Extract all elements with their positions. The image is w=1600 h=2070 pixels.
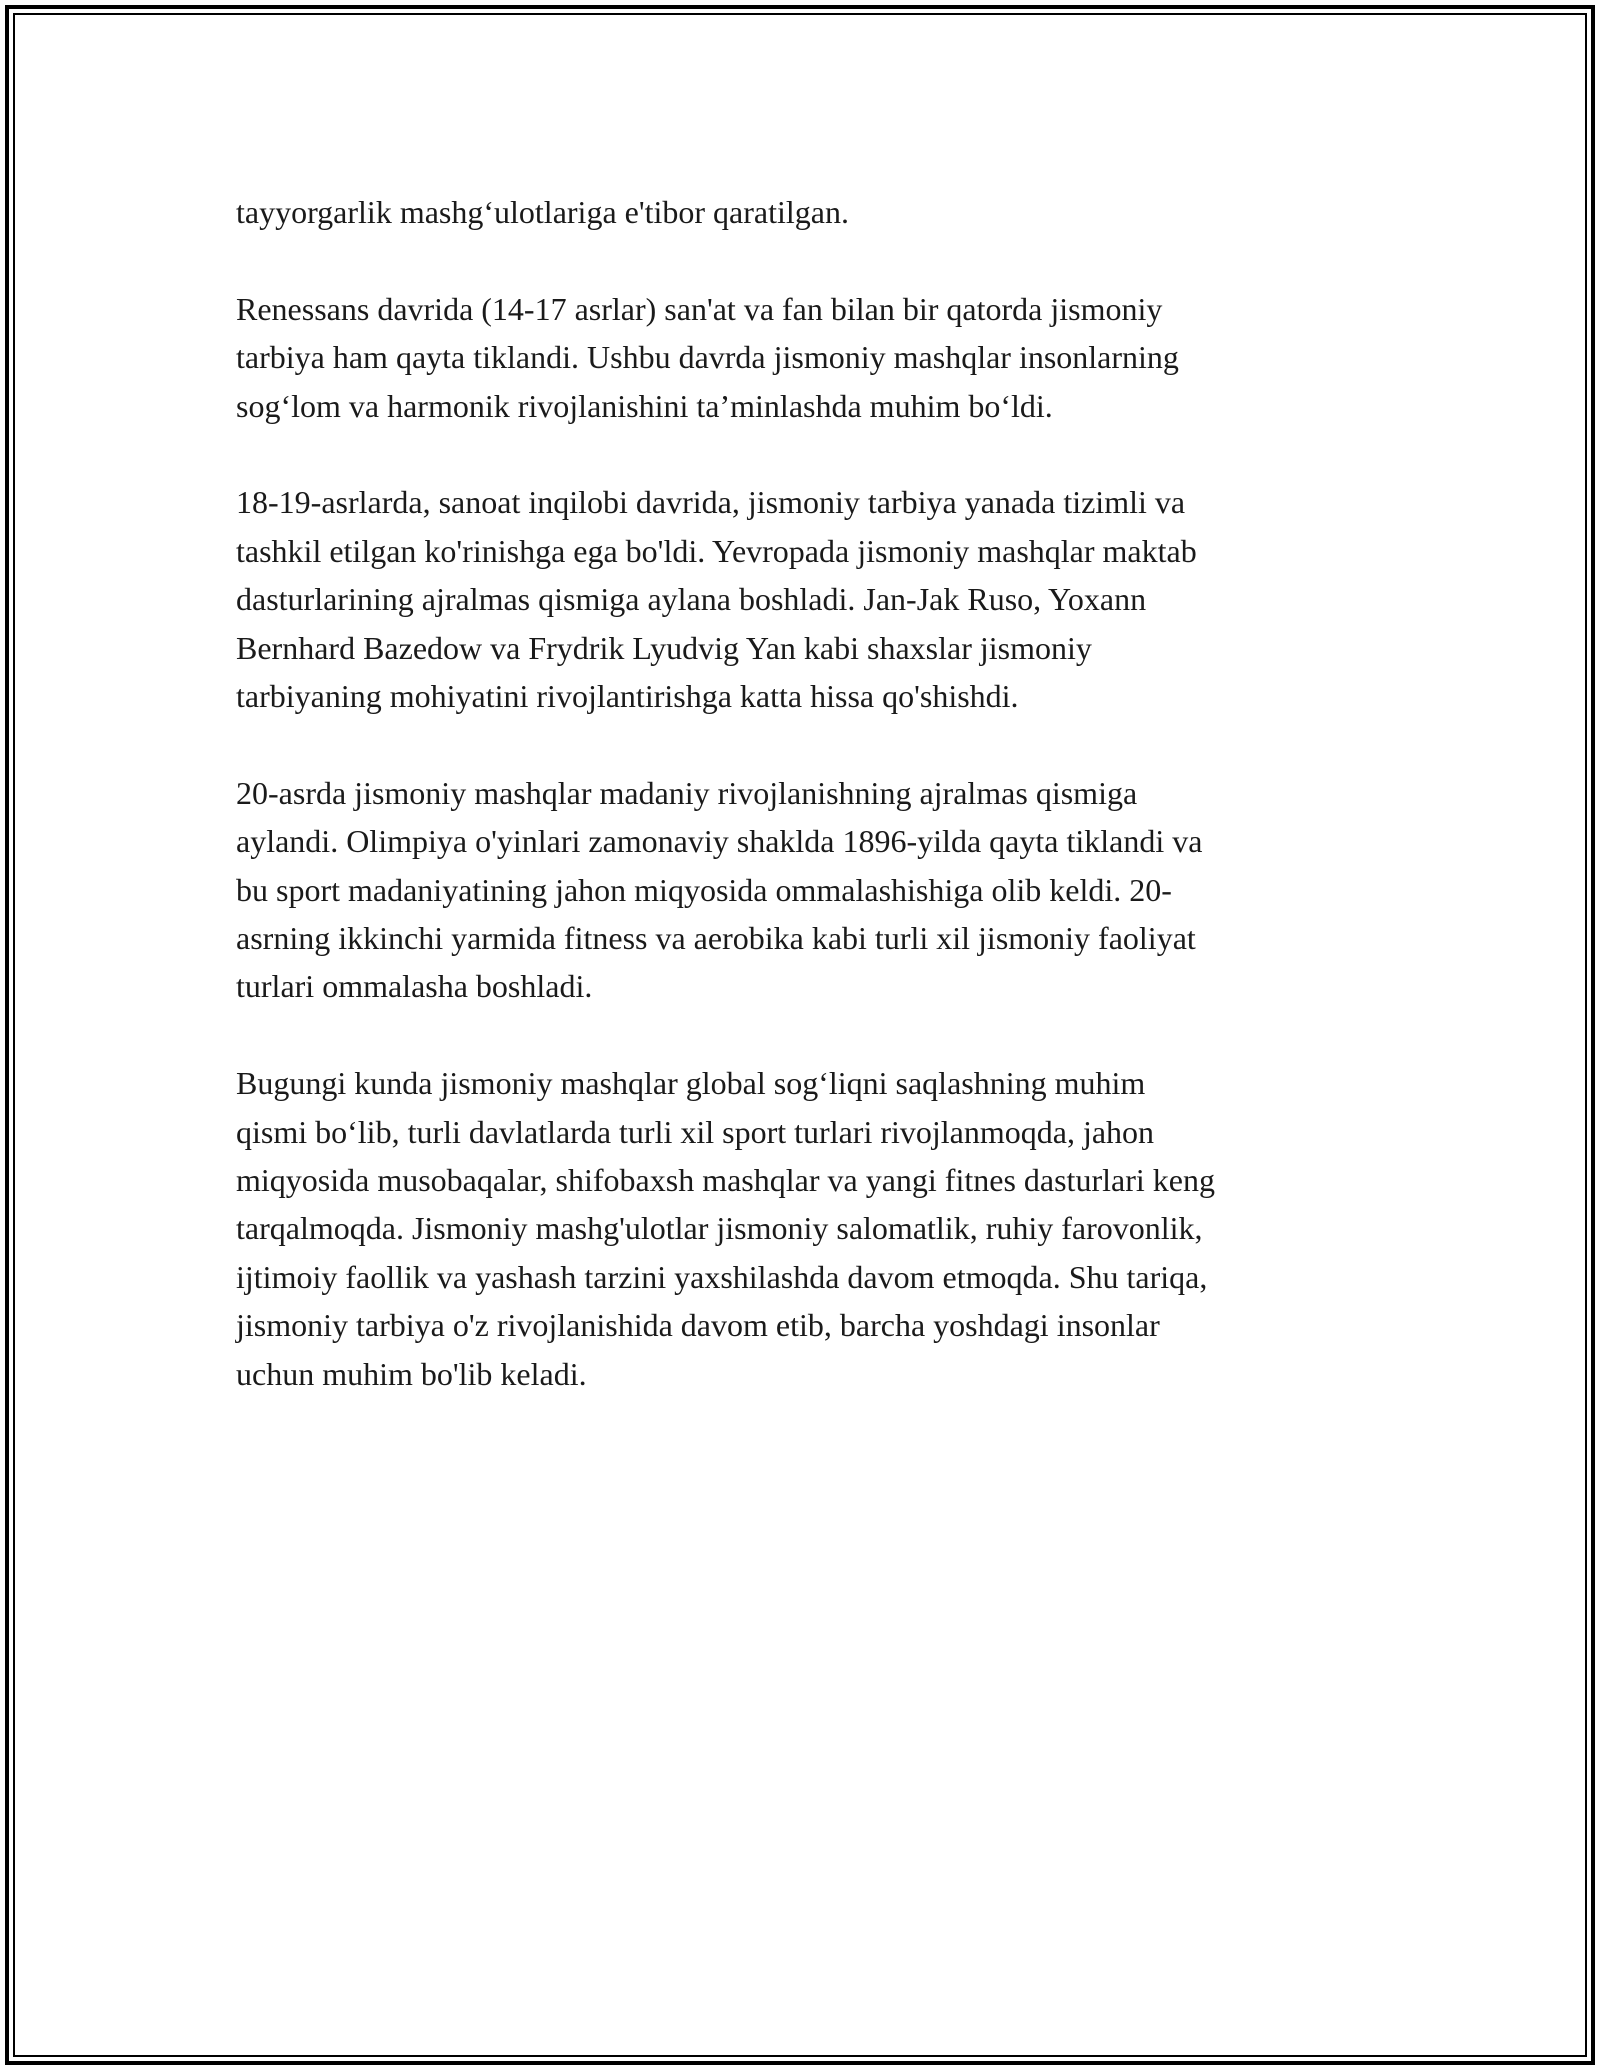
document-body	[236, 188, 1366, 1446]
paragraph-renaissance: Renessans davrida (14-17 asrlar) san'at va fan bilan bir qatorda jismoniy tarbiya ham qayta tiklandi. Ushbu davrda jismoniy mashqlar insonlarning sog‘lom va harmonik rivojlanishini ta’minlashda muhim bo‘ldi.	[236, 290, 1179, 424]
paragraph-today: Bugungi kunda jismoniy mashqlar global sog‘liqni saqlashning muhim qismi bo‘lib, turli davlatlarda turli xil sport turlari rivojlanmoqda, jahon miqyosida musobaqalar, shifobaxsh mashqlar va yangi fitnes dasturlari keng tarqalmoqda. Jismoniy mashg'ulotlar jismoniy salomatlik, ruhiy farovonlik, ijtimoiy faollik va yashash tarzini yaxshilashda davom etmoqda. Shu tariqa, jismoniy tarbiya o'z rivojlanishida davom etib, barcha yoshdagi insonlar uchun muhim bo'lib keladi.	[236, 1065, 1215, 1392]
paragraph-continuation: tayyorgarlik mashg‘ulotlariga e'tibor qaratilgan.	[236, 194, 849, 230]
paragraph-20-century: 20-asrda jismoniy mashqlar madaniy rivojlanishning ajralmas qismiga aylandi. Olimpiya o'yinlari zamonaviy shaklda 1896-yilda qayta tiklandi va bu sport madaniyatining jahon miqyosida ommalashishiga olib keldi. 20- asrning ikkinchi yarmida fitness va aerobika kabi turli xil jismoniy faoliyat turlari ommalasha boshladi.	[236, 774, 1203, 1005]
paragraph-18-19-century: 18-19-asrlarda, sanoat inqilobi davrida, jismoniy tarbiya yanada tizimli va tashkil etilgan ko'rinishga ega bo'ldi. Yevropada jismoniy mashqlar maktab dasturlarining ajralmas qismiga aylana boshladi. Jan-Jak Ruso, Yoxann Bernhard Bazedow va Frydrik Lyudvig Yan kabi shaxslar jismoniy tarbiyaning mohiyatini rivojlantirishga katta hissa qo'shishdi.	[236, 484, 1197, 715]
